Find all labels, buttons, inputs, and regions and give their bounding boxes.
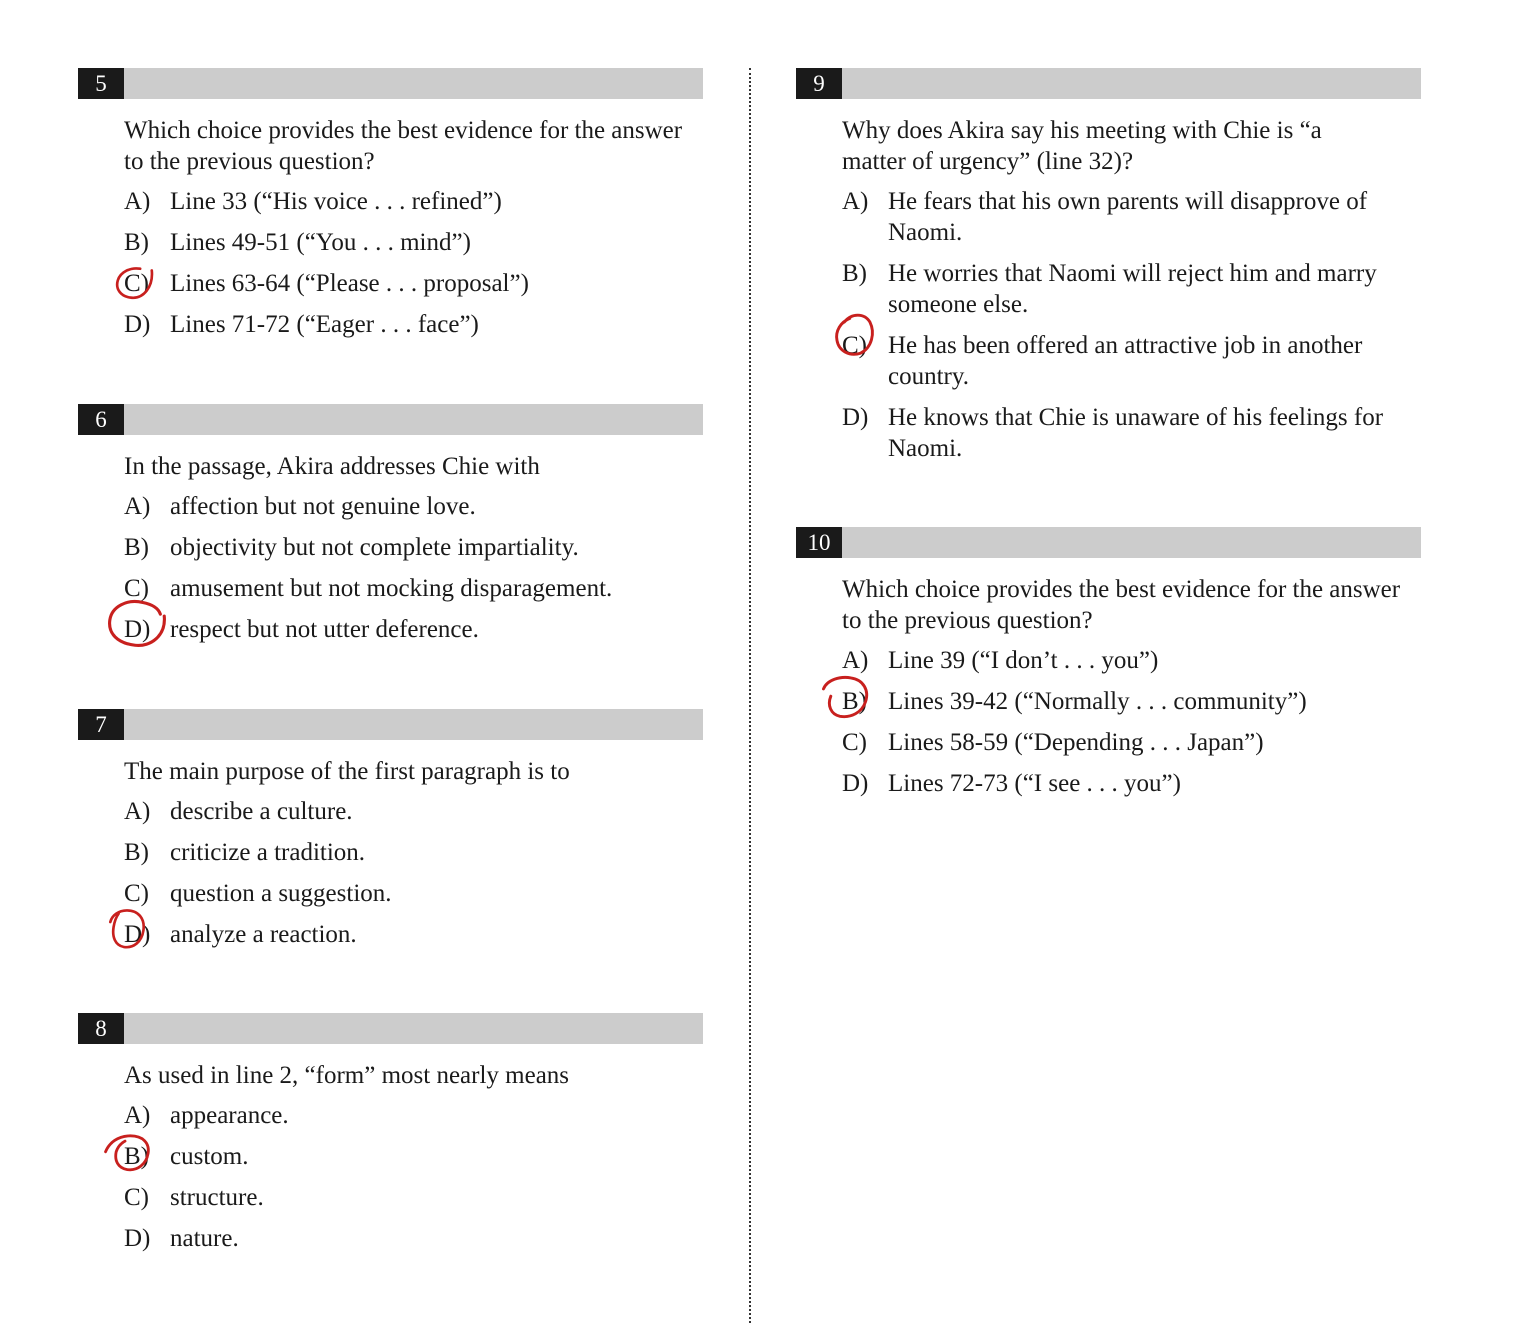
column-divider <box>749 68 751 1323</box>
choice-text: Lines 58-59 (“Depending . . . Japan”) <box>888 729 1264 756</box>
choice-text: custom. <box>170 1143 249 1170</box>
question-5 <box>78 68 703 350</box>
answer-choices <box>842 186 1422 464</box>
choice-text: Line 33 (“His voice . . . refined”) <box>170 188 502 215</box>
choice-letter: B) <box>842 688 867 715</box>
choice-text: Lines 39-42 (“Normally . . . community”) <box>888 688 1307 715</box>
answer-choice-c[interactable] <box>124 878 704 909</box>
choice-text: nature. <box>170 1225 239 1252</box>
question-header <box>796 68 1421 99</box>
choice-text: He has been offered an attractive job in another country. <box>888 332 1363 390</box>
question-header <box>78 1013 703 1044</box>
question-9 <box>796 68 1421 474</box>
choice-letter: D) <box>124 311 151 338</box>
choice-text: structure. <box>170 1184 264 1211</box>
choice-letter: D) <box>124 921 151 948</box>
question-stem: Which choice provides the best evidence for the answer to the previous question? <box>842 576 1401 634</box>
answer-choices <box>124 186 704 340</box>
choice-text: Lines 63-64 (“Please . . . proposal”) <box>170 270 529 297</box>
answer-choices <box>124 1100 704 1254</box>
choice-text: objectivity but not complete impartiality. <box>170 534 579 561</box>
answer-choice-d[interactable] <box>124 614 704 645</box>
choice-text: describe a culture. <box>170 798 353 825</box>
question-header <box>796 527 1421 558</box>
answer-choice-d[interactable] <box>842 402 1422 464</box>
choice-text: Lines 49-51 (“You . . . mind”) <box>170 229 471 256</box>
answer-choice-c[interactable] <box>124 268 704 299</box>
answer-choice-a[interactable] <box>124 796 704 827</box>
question-7 <box>78 709 703 960</box>
answer-choices <box>842 645 1422 799</box>
choice-text: Lines 72-73 (“I see . . . you”) <box>888 770 1181 797</box>
choice-text: amusement but not mocking disparagement. <box>170 575 613 602</box>
answer-choice-a[interactable] <box>842 186 1422 248</box>
answer-choice-c[interactable] <box>124 573 704 604</box>
question-10 <box>796 527 1421 809</box>
question-stem: The main purpose of the first paragraph is to <box>124 758 570 785</box>
question-stem: Which choice provides the best evidence for the answer to the previous question? <box>124 117 683 175</box>
choice-text: criticize a tradition. <box>170 839 366 866</box>
choice-text: analyze a reaction. <box>170 921 357 948</box>
question-header <box>78 709 703 740</box>
answer-choice-a[interactable] <box>124 186 704 217</box>
choice-text: respect but not utter deference. <box>170 616 479 643</box>
choice-text: Line 39 (“I don’t . . . you”) <box>888 647 1159 674</box>
choice-text: He knows that Chie is unaware of his feelings for Naomi. <box>888 404 1384 462</box>
question-6 <box>78 404 703 655</box>
choice-letter: A) <box>842 647 869 674</box>
choice-text: appearance. <box>170 1102 289 1129</box>
choice-letter: D) <box>124 616 151 643</box>
question-8 <box>78 1013 703 1264</box>
choice-letter: D) <box>124 1225 151 1252</box>
choice-letter: C) <box>124 270 149 297</box>
answer-choice-b[interactable] <box>124 1141 704 1172</box>
question-header <box>78 404 703 435</box>
answer-choice-a[interactable] <box>842 645 1422 676</box>
choice-letter: A) <box>842 188 869 215</box>
choice-text: affection but not genuine love. <box>170 493 476 520</box>
choice-letter: A) <box>124 1102 151 1129</box>
choice-letter: A) <box>124 493 151 520</box>
answer-choice-d[interactable] <box>124 309 704 340</box>
choice-letter: C) <box>842 332 867 359</box>
question-header <box>78 68 703 99</box>
answer-choice-c[interactable] <box>842 330 1422 392</box>
choice-letter: B) <box>124 1143 149 1170</box>
choice-letter: D) <box>842 770 869 797</box>
answer-choice-b[interactable] <box>842 258 1422 320</box>
choice-letter: A) <box>124 188 151 215</box>
question-stem: Why does Akira say his meeting with Chie is “a matter of urgency” (line 32)? <box>842 117 1322 175</box>
answer-choices <box>124 491 704 645</box>
question-number: 6 <box>78 404 124 435</box>
choice-letter: B) <box>124 839 149 866</box>
choice-text: He fears that his own parents will disapprove of Naomi. <box>888 188 1368 246</box>
choice-letter: C) <box>124 575 149 602</box>
question-stem: In the passage, Akira addresses Chie with <box>124 453 540 480</box>
question-number: 9 <box>796 68 842 99</box>
choice-letter: B) <box>842 260 867 287</box>
question-number: 8 <box>78 1013 124 1044</box>
choice-letter: B) <box>124 534 149 561</box>
answer-choices <box>124 796 704 950</box>
choice-text: He worries that Naomi will reject him and marry someone else. <box>888 260 1377 318</box>
question-number: 5 <box>78 68 124 99</box>
answer-choice-d[interactable] <box>842 768 1422 799</box>
choice-letter: B) <box>124 229 149 256</box>
answer-choice-b[interactable] <box>842 686 1422 717</box>
choice-letter: C) <box>842 729 867 756</box>
choice-letter: C) <box>124 880 149 907</box>
answer-choice-b[interactable] <box>124 532 704 563</box>
question-number: 7 <box>78 709 124 740</box>
question-stem: As used in line 2, “form” most nearly means <box>124 1062 570 1089</box>
answer-choice-b[interactable] <box>124 227 704 258</box>
choice-letter: D) <box>842 404 869 431</box>
answer-choice-a[interactable] <box>124 491 704 522</box>
choice-letter: A) <box>124 798 151 825</box>
choice-text: question a suggestion. <box>170 880 392 907</box>
question-number: 10 <box>796 527 842 558</box>
answer-choice-b[interactable] <box>124 837 704 868</box>
answer-choice-d[interactable] <box>124 919 704 950</box>
answer-choice-d[interactable] <box>124 1223 704 1254</box>
answer-choice-c[interactable] <box>842 727 1422 758</box>
choice-letter: C) <box>124 1184 149 1211</box>
choice-text: Lines 71-72 (“Eager . . . face”) <box>170 311 479 338</box>
answer-choice-c[interactable] <box>124 1182 704 1213</box>
answer-choice-a[interactable] <box>124 1100 704 1131</box>
